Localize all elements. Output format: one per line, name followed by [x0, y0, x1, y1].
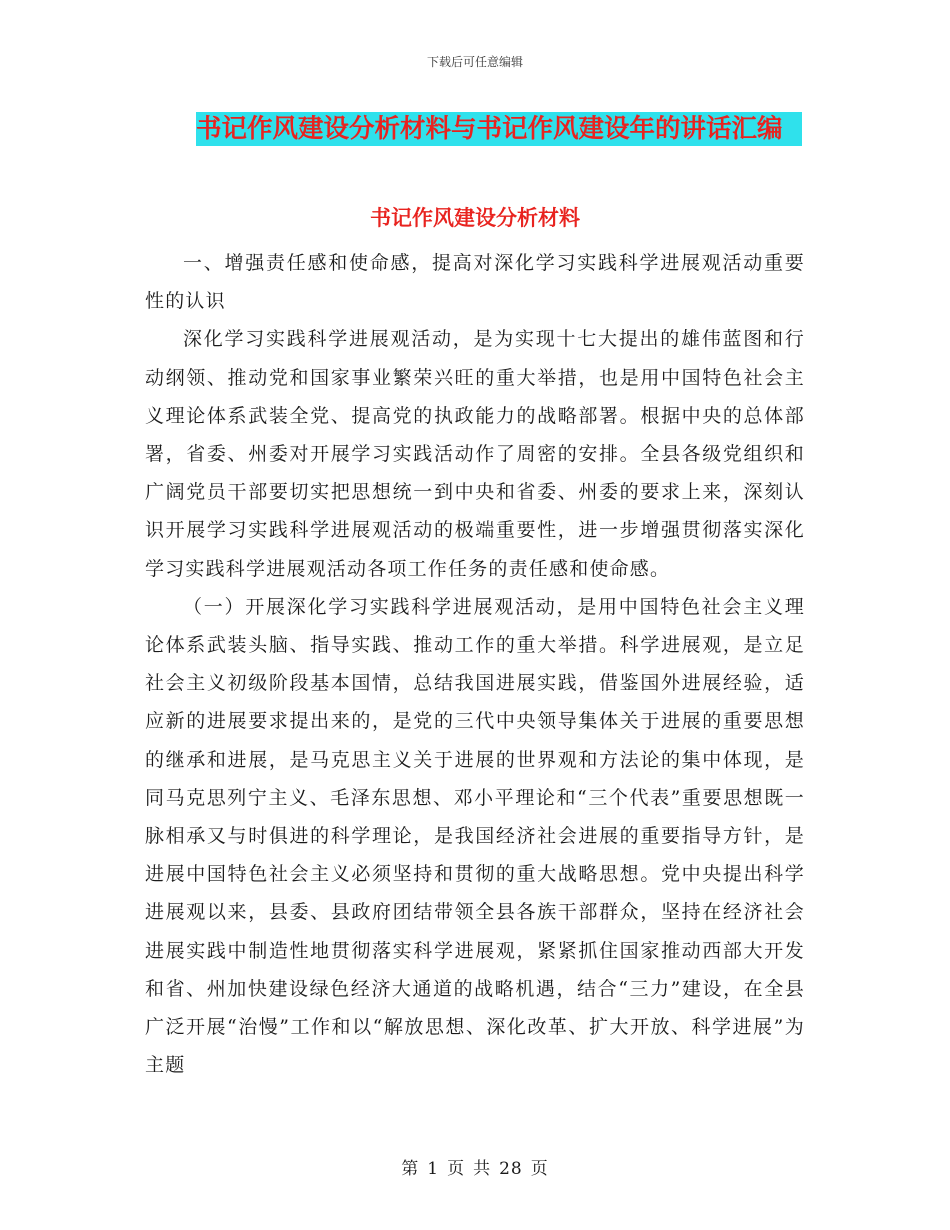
page-label-prefix: 第	[401, 1159, 420, 1179]
paragraph: 深化学习实践科学进展观活动，是为实现十七大提出的雄伟蓝图和行动纲领、推动党和国家事业繁荣兴旺的重大举措，也是用中国特色社会主义理论体系武装全党、提高党的执政能力的战略部署。根据中央的总体部署，省委、州委对开展学习实践活动作了周密的安排。全县各级党组织和广阔党员干部要切实把思想统一到中央和省委、州委的要求上来，深刻认识开展学习实践科学进展观活动的极端重要性，进一步增强贯彻落实深化学习实践科学进展观活动各项工作任务的责任感和使命感。	[145, 328, 805, 580]
paragraph: 一、增强责任感和使命感，提高对深化学习实践科学进展观活动重要性的认识	[145, 252, 805, 313]
page-label-mid: 页	[447, 1159, 466, 1179]
total-pages: 28	[499, 1159, 523, 1179]
header-note: 下载后可任意编辑	[426, 55, 523, 69]
document-title: 书记作风建设分析材料与书记作风建设年的讲话汇编	[196, 112, 802, 146]
total-suffix: 页	[530, 1159, 549, 1179]
section-title: 书记作风建设分析材料	[370, 206, 580, 230]
body-text	[145, 244, 805, 1084]
page-number: 1	[427, 1159, 440, 1179]
page-footer	[0, 1154, 950, 1179]
total-prefix: 共	[473, 1159, 492, 1179]
paragraph: （一）开展深化学习实践科学进展观活动，是用中国特色社会主义理论体系武装头脑、指导实践、推动工作的重大举措。科学进展观，是立足社会主义初级阶段基本国情，总结我国进展实践，借鉴国外进展经验，适应新的进展要求提出来的，是党的三代中央领导集体关于进展的重要思想的继承和进展，是马克思主义关于进展的世界观和方法论的集中体现，是同马克思列宁主义、毛泽东思想、邓小平理论和“三个代表”重要思想既一脉相承又与时俱进的科学理论，是我国经济社会进展的重要指导方针，是进展中国特色社会主义必须坚持和贯彻的重大战略思想。党中央提出科学进展观以来，县委、县政府团结带领全县各族干部群众，坚持在经济社会进展实践中制造性地贯彻落实科学进展观，紧紧抓住国家推动西部大开发和省、州加快建设绿色经济大通道的战略机遇，结合“三力”建设，在全县广泛开展“治慢”工作和以“解放思想、深化改革、扩大开放、科学进展”为主题	[145, 595, 805, 1077]
